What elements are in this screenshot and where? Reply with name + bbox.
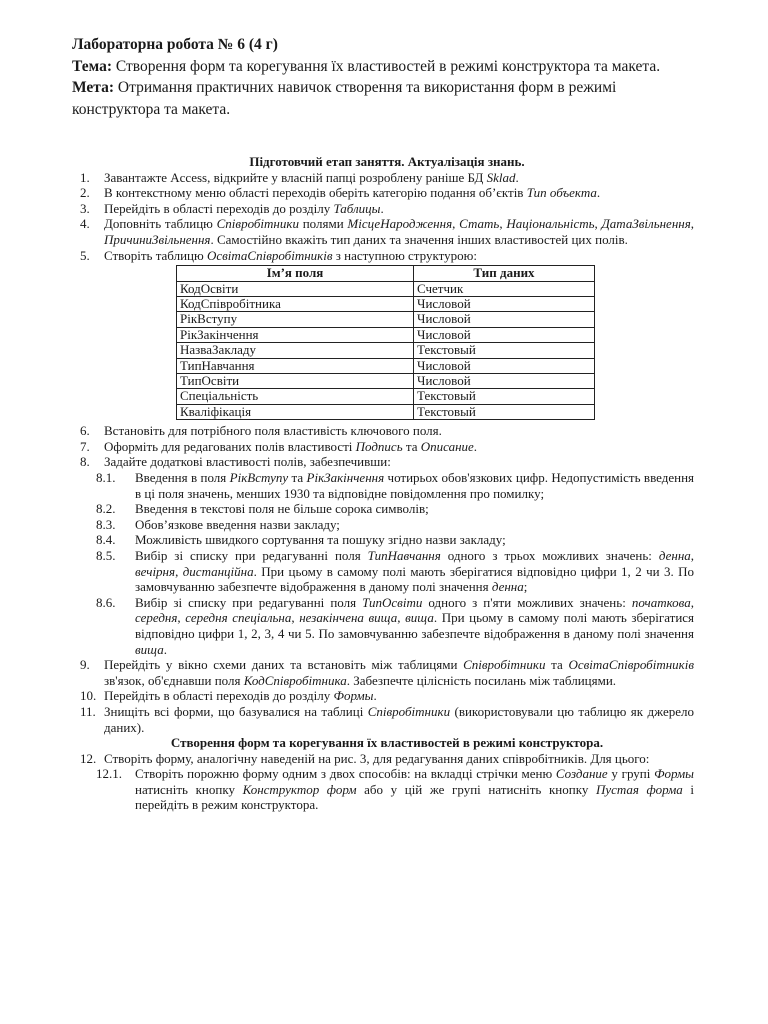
sub-item-8-5: 8.5. Вибір зі списку при редагуванні поля ТипНавчання одного з трьох можливих значень: денна, вечірня, дистанційна. При цьому в самому полі мають зберігатися відповідно цифри 1, 2 чи 3. По замовчуванню забезпечте відображення в даному полі значення денна; xyxy=(96,547,695,595)
fields-table xyxy=(176,265,595,420)
topic-line xyxy=(72,56,692,78)
table-row: НазваЗакладу Текстовый xyxy=(177,343,595,358)
sub-item-8-4: 8.4. Можливість швидкого сортування та пошуку згідно назви закладу; xyxy=(96,532,506,548)
column-header-data-type: Тип даних xyxy=(414,266,595,281)
table-row: ТипНавчання Числовой xyxy=(177,358,595,373)
sub-item-8-6: 8.6. Вибір зі списку при редагуванні поля ТипОсвіти одного з п'яти можливих значень: початкова, середня, середня спеціальна, незакінчена вища, вища. При цьому в самому полі мають зберігатися відповідно цифри 1, 2, 3, 4 чи 5. По замовчуванню забезпечте відображення в даному полі значення вища. xyxy=(96,594,695,657)
table-row: Кваліфікація Текстовый xyxy=(177,404,595,419)
list-item-2: 2. В контекстному меню області переходів оберіть категорію подання об’єктів Тип объекта. xyxy=(80,185,601,201)
section-heading-forms: Створення форм та корегування їх властивостей в режимі конструктора. xyxy=(170,735,604,751)
sub-item-12-1: 12.1. Створіть порожню форму одним з двох способів: на вкладці стрічки меню Создание у групі Формы натисніть кнопку Конструктор форм або у цій же групі натисніть кнопку Пустая форма і перейдіть в режим конструктора. xyxy=(96,766,694,813)
lab-title: Лабораторна робота № 6 (4 г) xyxy=(72,36,278,53)
list-item-6: 6. Встановіть для потрібного поля властивість ключового поля. xyxy=(80,423,442,439)
list-item-3: 3. Перейдіть в області переходів до розділу Таблицы. xyxy=(80,200,384,216)
goal-line xyxy=(72,77,692,120)
table-row: Спеціальність Текстовый xyxy=(177,389,595,404)
list-item-7: 7. Оформіть для редагованих полів властивості Подпись та Описание. xyxy=(80,438,478,454)
topic-label: Тема: xyxy=(72,57,112,75)
goal-label: Мета: xyxy=(72,79,115,96)
document-body xyxy=(80,154,694,813)
table-row: РікЗакінчення Числовой xyxy=(177,327,595,342)
section-heading-prep: Підготовчий етап заняття. Актуалізація знань. xyxy=(249,154,525,169)
sub-item-8-1: 8.1. Введення в поля РікВступу та РікЗакінчення чотирьох обов'язкових цифр. Недопустимість введення в ці поля значень, менших 1930 та відповідне повідомлення про помилку; xyxy=(96,470,695,501)
list-item-8: 8. Задайте додаткові властивості полів, забезпечивши: xyxy=(80,454,391,470)
list-item-10: 10. Перейдіть в області переходів до розділу Формы. xyxy=(80,688,377,704)
table-row: КодОсвіти Счетчик xyxy=(177,281,595,296)
list-item-4: 4. Доповніть таблицю Співробітники полями МісцеНародження, Стать, Національність, ДатаЗвільнення, ПричиниЗвільнення. Самостійно вкажіть тип даних та значення інших властивостей цих полів. xyxy=(80,216,695,247)
goal-text: Отримання практичних навичок створення та використання форм в режимі конструктора та макета. xyxy=(72,79,617,118)
column-header-field-name: Ім’я поля xyxy=(177,266,414,281)
sub-item-8-3: 8.3. Обов’язкове введення назви закладу; xyxy=(96,516,340,532)
document-header xyxy=(72,34,692,120)
table-row: ТипОсвіти Числовой xyxy=(177,374,595,389)
sub-item-8-2: 8.2. Введення в текстові поля не більше сорока символів; xyxy=(96,501,429,517)
list-item-9: 9. Перейдіть у вікно схеми даних та встановіть між таблицями Співробітники та ОсвітаСпівробітників зв'язок, об'єднавши поля КодСпівробітника. Забезпечте цілісність посилань між таблицями. xyxy=(80,657,694,688)
table-header-row xyxy=(177,266,595,281)
list-item-12: 12. Створіть форму, аналогічну наведеній на рис. 3, для редагування даних співробітників. Для цього: xyxy=(80,750,650,766)
list-item-5: 5. Створіть таблицю ОсвітаСпівробітників з наступною структурою: xyxy=(80,247,477,263)
topic-text: Створення форм та корегування їх властивостей в режимі конструктора та макета. xyxy=(115,57,661,75)
list-item-1: 1. Завантажте Access, відкрийте у власній папці розроблену раніше БД Sklad. xyxy=(80,169,519,185)
table-row: КодСпівробітника Числовой xyxy=(177,296,595,311)
table-row: РікВступу Числовой xyxy=(177,312,595,327)
list-item-11: 11. Знищіть всі форми, що базувалися на таблиці Співробітники (використовували цю таблицю як джерело даних). xyxy=(80,703,694,735)
